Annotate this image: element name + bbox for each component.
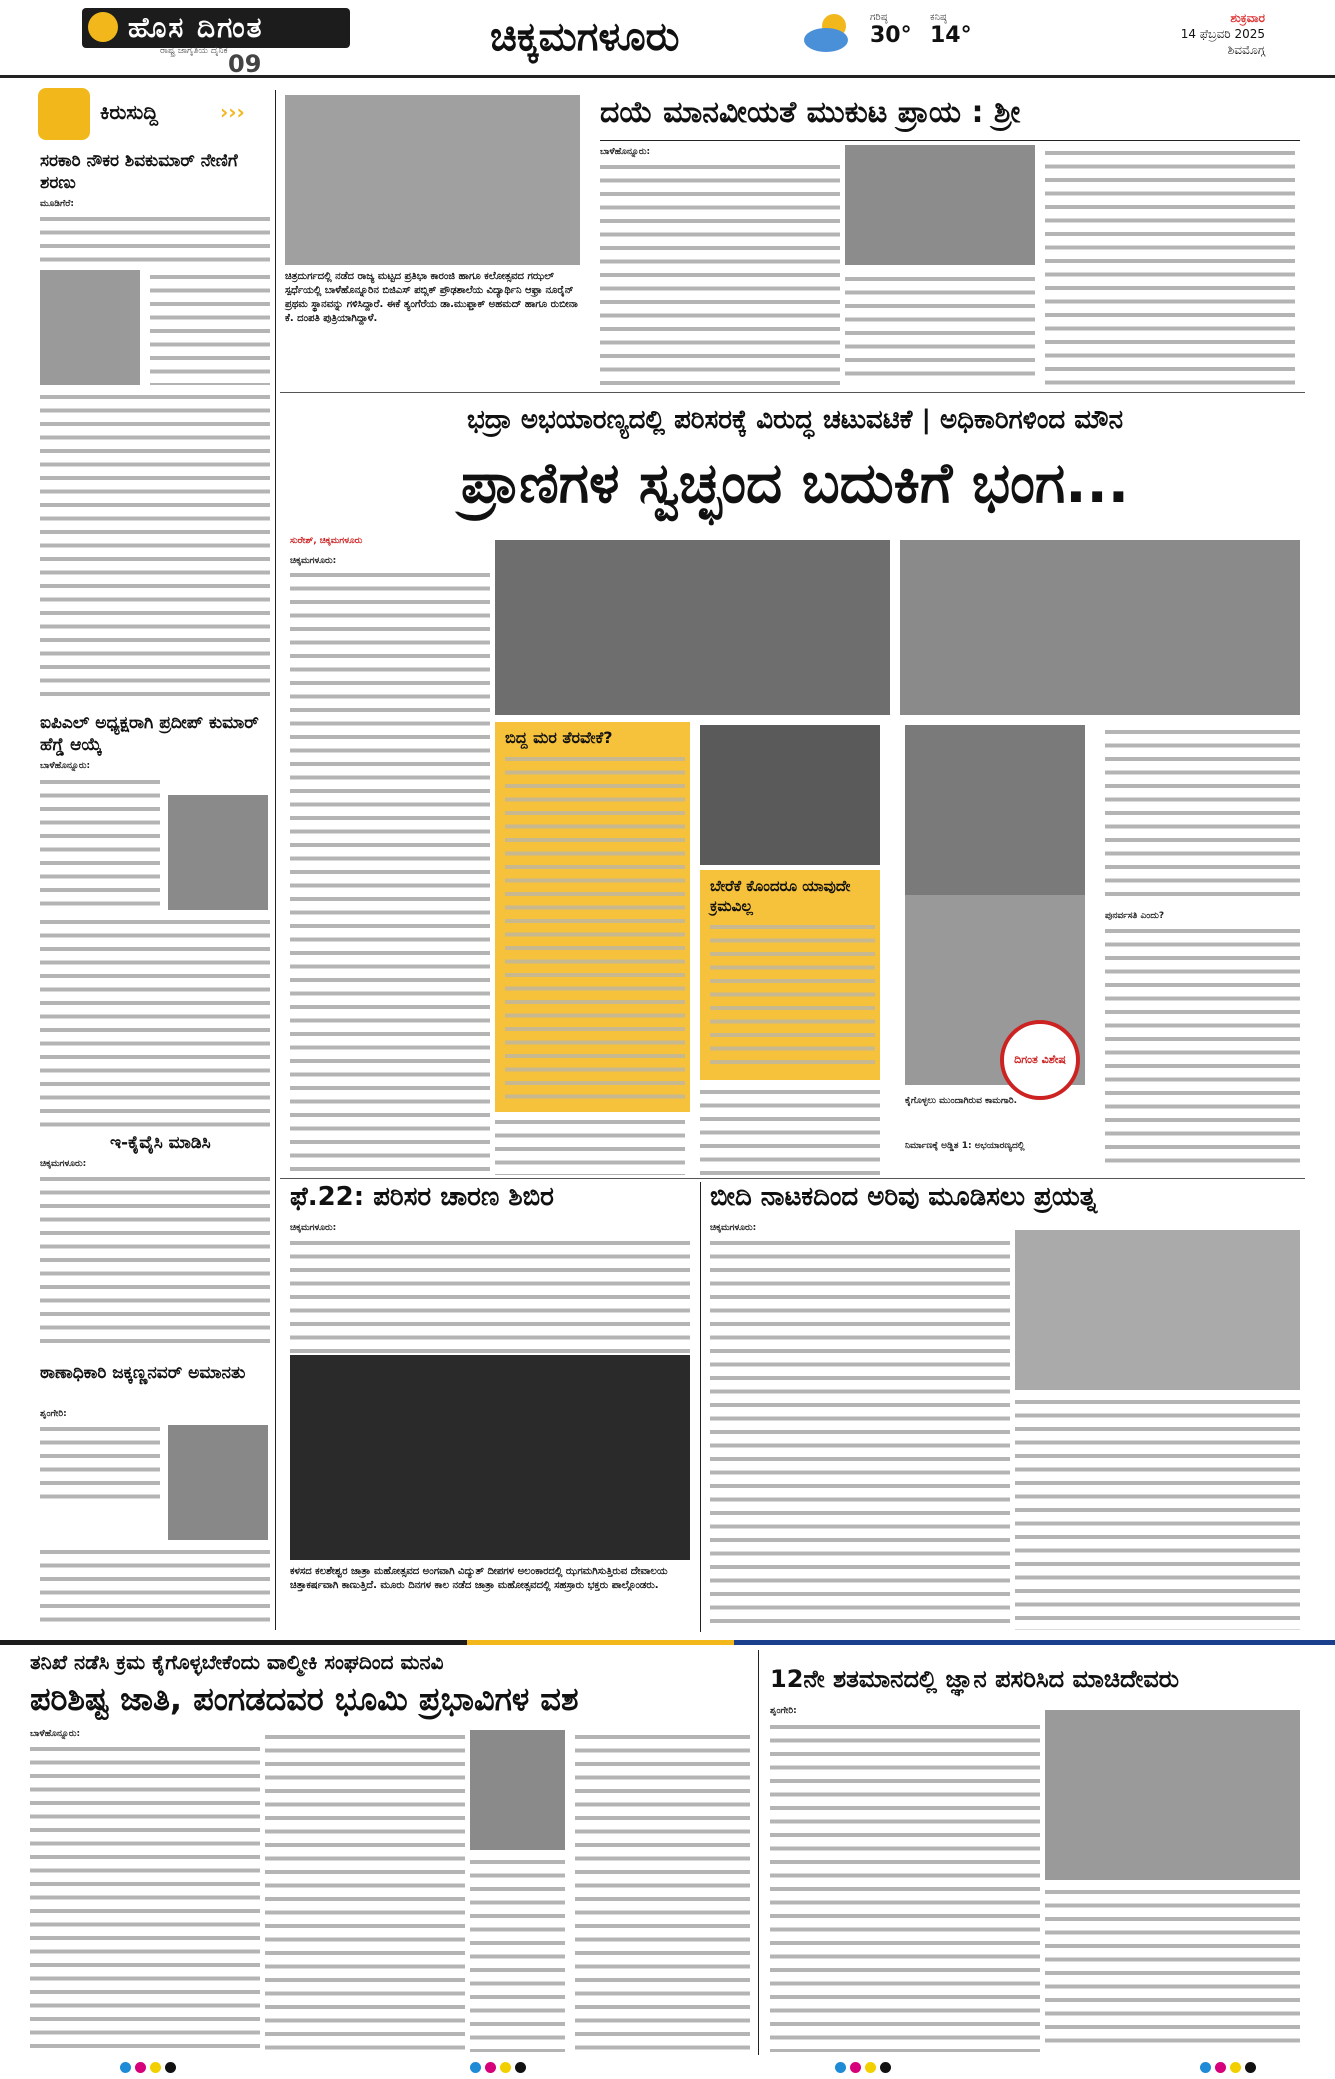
registration-dot bbox=[165, 2062, 176, 2073]
column-divider bbox=[758, 1650, 759, 2055]
story-text bbox=[600, 160, 840, 385]
divider bbox=[280, 392, 1305, 393]
registration-marks bbox=[835, 2062, 891, 2073]
story-text bbox=[470, 1855, 565, 2052]
brief-title: ಇ-ಕೈವೈಸಿ ಮಾಡಿಸಿ bbox=[110, 1133, 211, 1153]
lead-text bbox=[290, 568, 490, 1173]
column-divider bbox=[275, 90, 276, 1630]
registration-dot bbox=[150, 2062, 161, 2073]
story-text bbox=[710, 1236, 1010, 1631]
registration-dot bbox=[515, 2062, 526, 2073]
brief-title: ಐಪಿಎಲ್ ಅಧ್ಯಕ್ಷರಾಗಿ ಪ್ರದೀಪ್ ಕುಮಾರ್ ಹೆಗ್ಡೆ ಆಯ್ಕೆ bbox=[40, 713, 259, 755]
lead-dateline: ಚಿಕ್ಕಮಗಳೂರು: bbox=[290, 556, 337, 566]
portrait-photo bbox=[168, 1425, 268, 1540]
story-text bbox=[770, 1720, 1040, 2052]
building-photo bbox=[900, 540, 1300, 715]
registration-dot bbox=[500, 2062, 511, 2073]
info-box-text bbox=[710, 920, 875, 1070]
registration-dot bbox=[880, 2062, 891, 2073]
brand-logo: ಹೊಸ ದಿಗಂತ bbox=[82, 8, 350, 48]
brief-text bbox=[40, 1172, 270, 1352]
registration-marks bbox=[120, 2062, 176, 2073]
divider bbox=[280, 1178, 1305, 1179]
lead-kicker: ಭದ್ರಾ ಅಭಯಾರಣ್ಯದಲ್ಲಿ ಪರಿಸರಕ್ಕೆ ವಿರುದ್ಧ ಚಟುವಟಿಕೆ | ಅಧಿಕಾರಿಗಳಿಂದ ಮೌನ bbox=[466, 405, 1124, 435]
tagline: ರಾಷ್ಟ್ರ ಜಾಗೃತಿಯ ದೈನಿಕ bbox=[160, 46, 228, 56]
brief-text bbox=[40, 1545, 270, 1630]
lead-headline: ಪ್ರಾಣಿಗಳ ಸ್ವಚ್ಛಂದ ಬದುಕಿಗೆ ಭಂಗ... bbox=[460, 451, 1130, 516]
registration-dot bbox=[135, 2062, 146, 2073]
brand-emblem-icon bbox=[88, 12, 118, 42]
story-kicker: ತನಿಖೆ ನಡೆಸಿ ಕ್ರಮ ಕೈಗೊಳ್ಳಬೇಕೆಂದು ವಾಲ್ಮೀಕಿ ಸಂಘದಿಂದ ಮನವಿ bbox=[30, 1650, 444, 1674]
city-title: ಚಿಕ್ಕಮಗಳೂರು bbox=[490, 14, 680, 60]
portrait-photo bbox=[470, 1730, 565, 1850]
brief-hand-icon bbox=[38, 88, 90, 140]
registration-marks bbox=[1200, 2062, 1256, 2073]
story-dateline: ಚಿಕ್ಕಮಗಳೂರು: bbox=[710, 1223, 757, 1233]
story-text bbox=[1045, 1885, 1300, 2052]
lead-text bbox=[700, 1085, 880, 1175]
registration-dot bbox=[1215, 2062, 1226, 2073]
section-label: ಕಿರುಸುದ್ದಿ bbox=[100, 100, 159, 124]
story-headline: 12ನೇ ಶತಮಾನದಲ್ಲಿ ಜ್ಞಾನ ಪಸರಿಸಿದ ಮಾಚಿದೇವರು bbox=[770, 1665, 1180, 1693]
brief-title: ಠಾಣಾಧಿಕಾರಿ ಜಕ್ಕಣ್ಣನವರ್ ಅಮಾನತು bbox=[40, 1363, 246, 1383]
photo-caption: ಚಿತ್ರದುರ್ಗದಲ್ಲಿ ನಡೆದ ರಾಜ್ಯ ಮಟ್ಟದ ಪ್ರತಿಭಾ ಕಾರಂಜಿ ಹಾಗೂ ಕಲೋತ್ಸವದ ಗಝಲ್ ಸ್ಪರ್ಧೆಯಲ್ಲಿ ಬಾಳೆಹೊನ್ನೂರಿನ ಬಿಜಿಎಸ್ ಪಬ್ಲಿಕ್ ಪ್ರೌಢಶಾಲೆಯ ವಿದ್ಯಾರ್ಥಿನಿ ಆಫ್ರಾ ನೂರೈನ್ ಪ್ರಥಮ ಸ್ಥಾನವನ್ನು ಗಳಿಸಿದ್ದಾರೆ. ಈಕೆ ತ್ಯಂಗೆರೆಯ ಡಾ.ಮುಫ್ತಾಕ್ ಅಹಮದ್ ಹಾಗೂ ರುಬೀನಾ ಕೆ. ದಂಪತಿ ಪುತ್ರಿಯಾಗಿದ್ದಾಳೆ. bbox=[285, 271, 578, 324]
info-box-title: ಬೇರೆಕೆ ಕೊಂದರೂ ಯಾವುದೇ ಕ್ರಮವಿಲ್ಲ bbox=[710, 877, 851, 915]
brief-text bbox=[40, 390, 270, 705]
date-label: 14 ಫೆಬ್ರವರಿ 2025 bbox=[1180, 27, 1265, 41]
page-number: 09 bbox=[228, 50, 262, 78]
story-text bbox=[290, 1236, 690, 1356]
story-headline: ಬೀದಿ ನಾಟಕದಿಂದ ಅರಿವು ಮೂಡಿಸಲು ಪ್ರಯತ್ನ bbox=[710, 1182, 1097, 1212]
section-band bbox=[0, 1640, 1335, 1645]
max-temp-label: ಗರಿಷ್ಠ bbox=[870, 12, 888, 23]
story-dateline: ಬಾಳೆಹೊನ್ನೂರು: bbox=[30, 1729, 81, 1739]
story-text bbox=[30, 1742, 260, 2052]
min-temp-label: ಕನಿಷ್ಠ bbox=[930, 12, 947, 23]
lead-text bbox=[1105, 725, 1300, 905]
portrait-photo bbox=[40, 270, 140, 385]
info-box-text bbox=[505, 752, 685, 1102]
divider bbox=[600, 140, 1300, 141]
portrait-photo bbox=[168, 795, 268, 910]
story-text bbox=[1045, 146, 1295, 386]
weather-icon bbox=[800, 8, 860, 58]
registration-dot bbox=[485, 2062, 496, 2073]
edition-label: ಶಿವಮೊಗ್ಗ bbox=[1227, 43, 1265, 57]
lead-subhead: ಪುನರ್ವಸತಿ ಎಂದು? bbox=[1105, 911, 1165, 921]
photo-caption: ಕೈಗೊಳ್ಳಲು ಮುಂದಾಗಿರುವ ಕಾಮಗಾರಿ. bbox=[905, 1096, 1018, 1106]
day-label: ಶುಕ್ರವಾರ bbox=[1230, 11, 1265, 25]
registration-dot bbox=[470, 2062, 481, 2073]
lead-byline: ಸುರೇಶ್, ಚಿಕ್ಕಮಗಳೂರು bbox=[290, 536, 363, 546]
photo-caption: ನಿರ್ಮಾಣಕ್ಕೆ ಅಡ್ಡಿತ 1: ಅಭಯಾರಣ್ಯದಲ್ಲಿ bbox=[905, 1141, 1025, 1151]
brief-text bbox=[150, 270, 270, 385]
registration-dot bbox=[1200, 2062, 1211, 2073]
forest-photo bbox=[905, 725, 1085, 895]
registration-dot bbox=[835, 2062, 846, 2073]
brief-dateline: ಮೂಡಿಗೆರೆ: bbox=[40, 199, 74, 209]
badge-label: ದಿಗಂತ ವಿಶೇಷ bbox=[1014, 1053, 1066, 1066]
brief-text bbox=[40, 1422, 160, 1502]
brief-dateline: ಬಾಳೆಹೊನ್ನೂರು: bbox=[40, 761, 91, 771]
brief-text bbox=[40, 212, 270, 270]
story-text bbox=[845, 272, 1035, 385]
story-dateline: ಬಾಳೆಹೊನ್ನೂರು: bbox=[600, 147, 651, 157]
event-photo bbox=[1045, 1710, 1300, 1880]
registration-dot bbox=[1245, 2062, 1256, 2073]
lead-text bbox=[1105, 924, 1300, 1169]
brief-title: ಸರಕಾರಿ ನೌಕರ ಶಿವಕುಮಾರ್ ನೇಣಿಗೆ ಶರಣು bbox=[40, 151, 238, 193]
min-temp-value: 14° bbox=[930, 23, 972, 48]
info-box-title: ಬಿದ್ದ ಮರ ತೆರವೇಕೆ? bbox=[505, 728, 613, 747]
story-headline: ದಯೆ ಮಾನವೀಯತೆ ಮುಕುಟ ಪ್ರಾಯ : ಶ್ರೀ bbox=[600, 95, 1021, 130]
event-photo bbox=[845, 145, 1035, 265]
award-photo bbox=[285, 95, 580, 265]
special-badge bbox=[1000, 1020, 1080, 1100]
story-text bbox=[575, 1730, 750, 2052]
registration-marks bbox=[470, 2062, 526, 2073]
building-photo bbox=[495, 540, 890, 715]
min-temp bbox=[930, 12, 972, 48]
registration-dot bbox=[1230, 2062, 1241, 2073]
temple-photo bbox=[290, 1355, 690, 1560]
story-text bbox=[265, 1730, 465, 2052]
story-headline: ಫೆ.22: ಪರಿಸರ ಚಾರಣ ಶಿಬಿರ bbox=[290, 1182, 554, 1212]
story-headline: ಪರಿಶಿಷ್ಟ ಜಾತಿ, ಪಂಗಡದವರ ಭೂಮಿ ಪ್ರಭಾವಿಗಳ ವಶ bbox=[30, 1680, 579, 1718]
registration-dot bbox=[865, 2062, 876, 2073]
registration-dot bbox=[850, 2062, 861, 2073]
max-temp-value: 30° bbox=[870, 23, 912, 48]
photo-caption: ಕಳಸದ ಕಲಶೇಶ್ವರ ಜಾತ್ರಾ ಮಹೋತ್ಸವದ ಅಂಗವಾಗಿ ವಿದ್ಯುತ್ ದೀಪಗಳ ಅಲಂಕಾರದಲ್ಲಿ ಝಗಮಗಿಸುತ್ತಿರುವ ದೇವಾಲಯ ಚಿತ್ತಾಕರ್ಷವಾಗಿ ಕಾಣುತ್ತಿದೆ. ಮೂರು ದಿನಗಳ ಕಾಲ ನಡೆದ ಜಾತ್ರಾ ಮಹೋತ್ಸವದಲ್ಲಿ ಸಹಸ್ರಾರು ಭಕ್ತರು ಪಾಲ್ಗೊಂಡರು. bbox=[290, 1566, 668, 1591]
column-divider bbox=[700, 1182, 701, 1632]
box-photo bbox=[700, 725, 880, 865]
brief-dateline: ಚಿಕ್ಕಮಗಳೂರು: bbox=[40, 1159, 87, 1169]
chevron-right-icon: ››› bbox=[220, 100, 245, 124]
date-block bbox=[1181, 10, 1265, 58]
brief-text bbox=[40, 915, 270, 1130]
story-dateline: ಶೃಂಗೇರಿ: bbox=[770, 1706, 797, 1716]
max-temp bbox=[870, 12, 912, 48]
street-play-photo bbox=[1015, 1230, 1300, 1390]
registration-dot bbox=[120, 2062, 131, 2073]
lead-text bbox=[495, 1115, 685, 1175]
story-text bbox=[1015, 1395, 1300, 1630]
brief-text bbox=[40, 775, 160, 910]
brief-dateline: ಶೃಂಗೇರಿ: bbox=[40, 1409, 67, 1419]
story-dateline: ಚಿಕ್ಕಮಗಳೂರು: bbox=[290, 1223, 337, 1233]
